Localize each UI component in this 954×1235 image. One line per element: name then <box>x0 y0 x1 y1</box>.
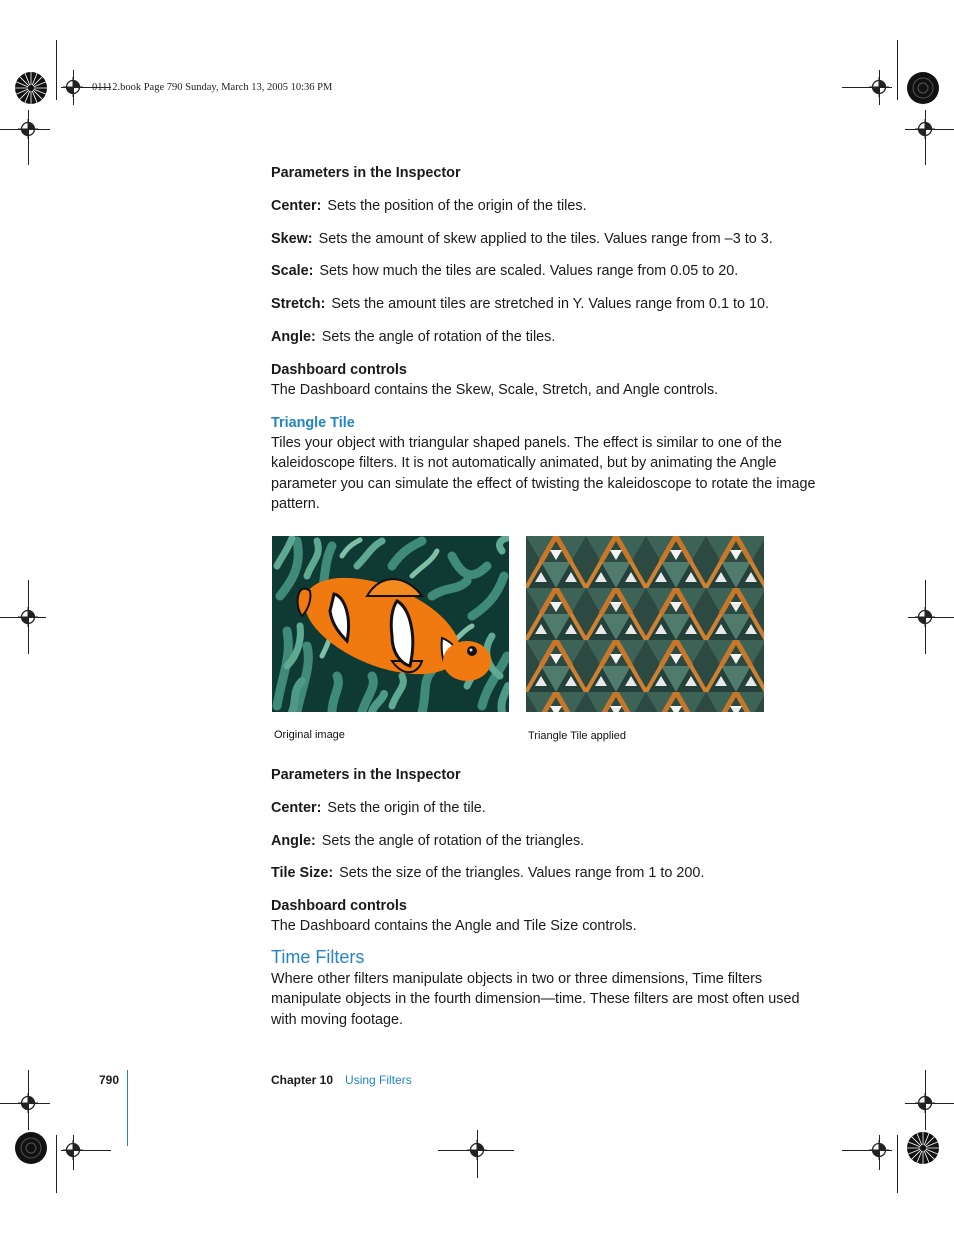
param-desc: Sets the size of the triangles. Values range from 1 to 200. <box>339 865 705 881</box>
param-name: Tile Size: <box>271 865 334 881</box>
starburst-mark-icon <box>14 1131 48 1165</box>
original-image-clownfish <box>272 536 509 712</box>
registration-mark-icon <box>18 119 38 139</box>
registration-mark-icon <box>467 1140 487 1160</box>
param-desc: Sets the angle of rotation of the triangles. <box>321 833 585 849</box>
param-name: Stretch: <box>271 296 326 312</box>
param-angle <box>271 831 831 851</box>
triangle-params-heading: Parameters in the Inspector <box>271 767 461 783</box>
registration-mark-icon <box>18 1093 38 1113</box>
registration-mark-icon <box>63 1140 83 1160</box>
registration-mark-icon <box>915 1093 935 1113</box>
triangle-tile-applied-image <box>526 536 764 712</box>
registration-mark-icon <box>869 1140 889 1160</box>
chapter-label: Chapter 10 <box>271 1073 334 1087</box>
chapter-title-link[interactable]: Using Filters <box>345 1073 412 1087</box>
param-name: Scale: <box>271 263 314 279</box>
triangle-dashboard-heading: Dashboard controls <box>271 898 407 914</box>
param-name: Skew: <box>271 231 313 247</box>
param-desc: Sets the position of the origin of the tiles. <box>327 198 587 214</box>
param-tile-size <box>271 863 831 883</box>
param-desc: Sets the angle of rotation of the tiles. <box>321 329 556 345</box>
time-filters-heading: Time Filters <box>271 947 365 967</box>
param-name: Angle: <box>271 329 316 345</box>
param-scale <box>271 261 831 281</box>
param-desc: Sets the origin of the tile. <box>327 800 486 816</box>
time-filters-body: Where other filters manipulate objects in two or three dimensions, Time filters manipulate objects in the fourth dimension—time. These filters are most often used with moving footage. <box>271 971 800 1028</box>
registration-mark-icon <box>869 77 889 97</box>
starburst-mark-icon <box>14 71 48 105</box>
dashboard-text: The Dashboard contains the Skew, Scale, Stretch, and Angle controls. <box>271 382 719 398</box>
param-desc: Sets the amount of skew applied to the tiles. Values range from –3 to 3. <box>318 231 773 247</box>
param-desc: Sets how much the tiles are scaled. Values range from 0.05 to 20. <box>319 263 739 279</box>
triangle-dashboard-text: The Dashboard contains the Angle and Tile Size controls. <box>271 918 637 934</box>
starburst-mark-icon <box>906 1131 940 1165</box>
param-center <box>271 196 831 216</box>
param-name: Center: <box>271 800 322 816</box>
caption-triangle-tile-applied: Triangle Tile applied <box>528 730 627 742</box>
param-name: Angle: <box>271 833 316 849</box>
triangle-tile-body: Tiles your object with triangular shaped panels. The effect is similar to one of the kaleidoscope filters. It is not automatically animated, but by animating the Angle parameter you can simulate the effect of twisting the kaleidoscope to rotate the image pattern. <box>271 435 816 512</box>
dashboard-heading: Dashboard controls <box>271 362 407 378</box>
registration-mark-icon <box>18 607 38 627</box>
footer-rule <box>127 1070 128 1146</box>
caption-original-image: Original image <box>274 729 345 741</box>
registration-mark-icon <box>915 119 935 139</box>
param-desc: Sets the amount tiles are stretched in Y. Values range from 0.1 to 10. <box>331 296 769 312</box>
param-name: Center: <box>271 198 322 214</box>
registration-mark-icon <box>63 77 83 97</box>
param-skew <box>271 229 831 249</box>
param-center <box>271 798 831 818</box>
registration-mark-icon <box>915 607 935 627</box>
triangle-tile-heading: Triangle Tile <box>271 415 355 431</box>
print-header-info: 01112.book Page 790 Sunday, March 13, 2005 10:36 PM <box>92 82 333 93</box>
params-heading: Parameters in the Inspector <box>271 165 461 181</box>
param-stretch <box>271 294 831 314</box>
footer-chapter <box>271 1073 412 1087</box>
page-number: 790 <box>99 1073 120 1087</box>
param-angle <box>271 327 831 347</box>
starburst-mark-icon <box>906 71 940 105</box>
